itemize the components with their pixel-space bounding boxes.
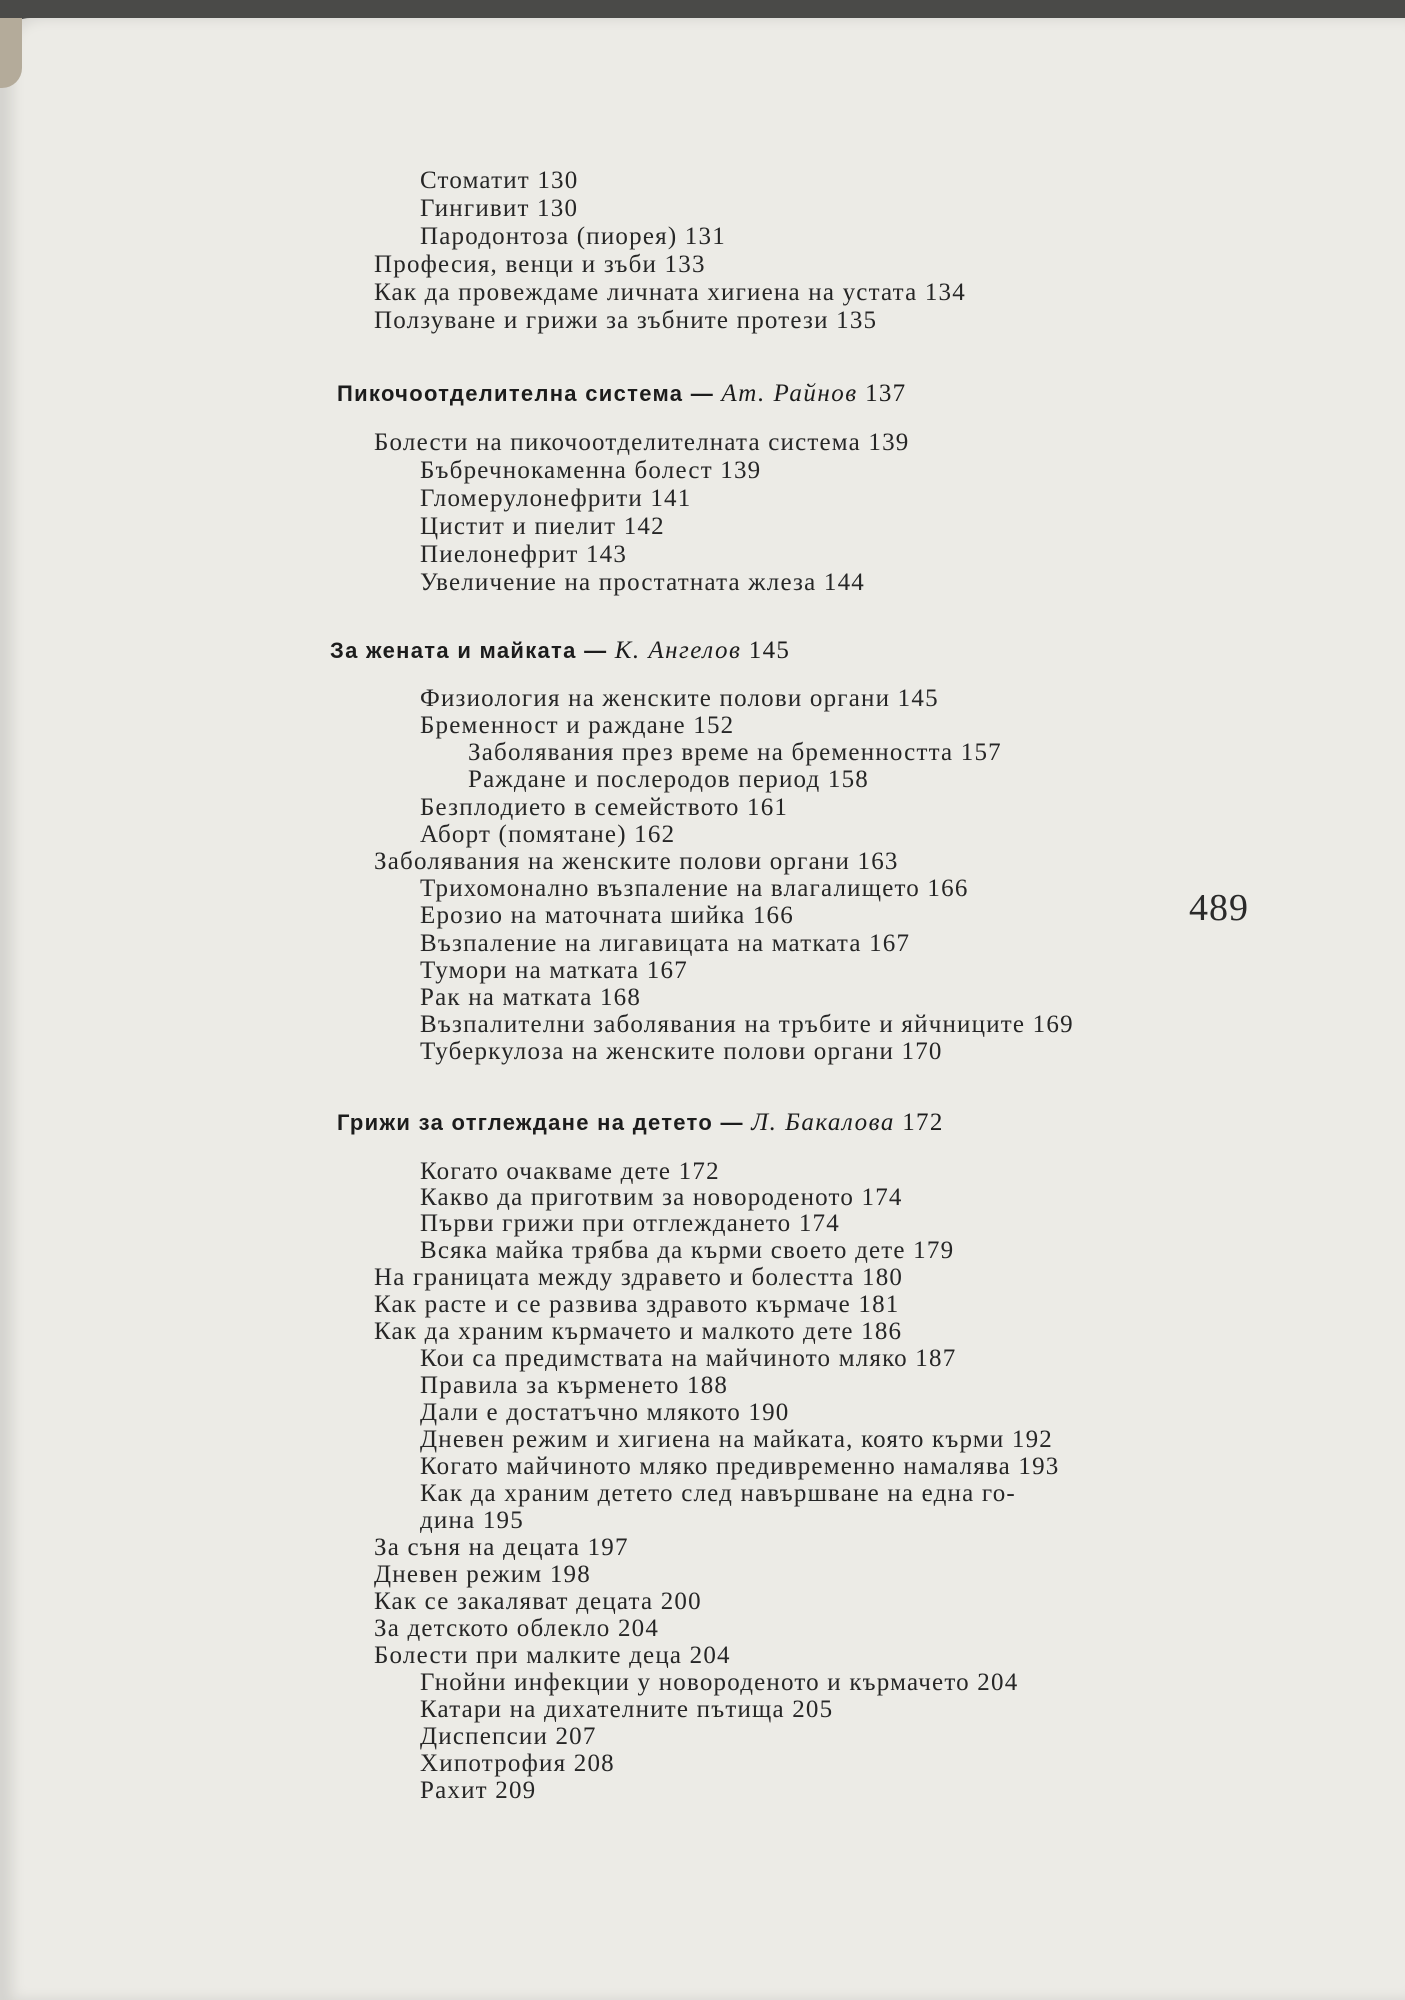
toc-entry: Безплодието в семейството 161 <box>420 794 789 821</box>
toc-entry: Болести на пикочоотделителната система 139 <box>374 429 910 456</box>
toc-entry: Дневен режим 198 <box>374 1561 591 1588</box>
toc-entry: Заболявания през време на бременността 157 <box>468 739 1002 766</box>
toc-entry: Гломерулонефрити 141 <box>420 485 692 512</box>
toc-entry: Катари на дихателните пътища 205 <box>420 1696 834 1723</box>
toc-entry: Болести при малките деца 204 <box>374 1642 731 1669</box>
toc-entry: Заболявания на женските полови органи 163 <box>374 848 899 875</box>
toc-entry: Какво да приготвим за новороденото 174 <box>420 1184 903 1211</box>
section-page: 145 <box>748 637 791 664</box>
toc-entry: Всяка майка трябва да кърми своето дете 179 <box>420 1237 955 1264</box>
section-author: Л. Бакалова <box>751 1109 895 1136</box>
toc-entry: Физиология на женските полови органи 145 <box>420 685 939 712</box>
toc-entry: Аборт (помятане) 162 <box>420 821 676 848</box>
section-author: Ат. Райнов <box>721 380 858 407</box>
toc-entry: Ерозио на маточната шийка 166 <box>420 902 794 929</box>
toc-entry: Гнойни инфекции у новороденото и кърмачето 204 <box>420 1669 1019 1696</box>
section-heading: За жената и майката — К. Ангелов 145 <box>330 637 791 664</box>
toc-entry: Как се закаляват децата 200 <box>374 1588 702 1615</box>
toc-entry: Пиелонефрит 143 <box>420 541 628 568</box>
toc-entry: Хипотрофия 208 <box>420 1750 615 1777</box>
section-title: За жената и майката <box>330 638 577 663</box>
toc-entry: Рак на матката 168 <box>420 984 642 1011</box>
section-page: 137 <box>865 380 907 407</box>
toc-entry: Правила за кърменето 188 <box>420 1372 729 1399</box>
toc-entry: Пародонтоза (пиорея) 131 <box>420 223 726 250</box>
toc-entry: Възпаление на лигавицата на матката 167 <box>420 930 911 957</box>
section-page: 172 <box>902 1109 944 1136</box>
toc-entry: дина 195 <box>420 1507 524 1534</box>
toc-entry: Стоматит 130 <box>420 167 579 194</box>
toc-entry: Когато майчиното мляко предивременно намалява 193 <box>420 1453 1060 1480</box>
toc-entry: Как да храним кърмачето и малкото дете 186 <box>374 1318 903 1345</box>
toc-entry: Раждане и послеродов период 158 <box>468 766 869 793</box>
toc-entry: Бъбречнокаменна болест 139 <box>420 457 762 484</box>
toc-entry: Туберкулоза на женските полови органи 170 <box>420 1038 943 1065</box>
toc-entry: Професия, венци и зъби 133 <box>374 251 706 278</box>
toc-entry: Дневен режим и хигиена на майката, която кърми 192 <box>420 1426 1053 1453</box>
toc-entry: Трихомонално възпаление на влагалището 166 <box>420 875 969 902</box>
toc-entry: Цистит и пиелит 142 <box>420 513 665 540</box>
section-title: Пикочоотделителна система <box>337 381 684 406</box>
toc-entry: Ползуване и грижи за зъбните протези 135 <box>374 307 878 334</box>
toc-entry: Как да провеждаме личната хигиена на устата 134 <box>374 279 966 306</box>
toc-entry: Дали е достатъчно млякото 190 <box>420 1399 790 1426</box>
toc-entry: Бременност и раждане 152 <box>420 712 735 739</box>
toc-entry: Тумори на матката 167 <box>420 957 688 984</box>
toc-entry: Как да храним детето след навършване на една го- <box>420 1480 1016 1507</box>
toc-entry: Рахит 209 <box>420 1777 537 1804</box>
toc-entry: На границата между здравето и болестта 180 <box>374 1264 904 1291</box>
toc-entry: Увеличение на простатната жлеза 144 <box>420 569 865 596</box>
toc-entry: Диспепсии 207 <box>420 1723 597 1750</box>
toc-entry: Възпалителни заболявания на тръбите и яйчниците 169 <box>420 1011 1074 1038</box>
toc-entry: Как расте и се развива здравото кърмаче 181 <box>374 1291 900 1318</box>
toc-entry: Когато очакваме дете 172 <box>420 1158 720 1185</box>
toc-entry: За съня на децата 197 <box>374 1534 629 1561</box>
page-number: 489 <box>1189 887 1249 929</box>
section-heading: Пикочоотделителна система — Ат. Райнов 137 <box>337 380 907 407</box>
toc-entry: Кои са предимствата на майчиното мляко 187 <box>420 1345 957 1372</box>
toc-entry: Гингивит 130 <box>420 195 579 222</box>
section-heading: Грижи за отглеждане на детето — Л. Бакалова 172 <box>337 1109 944 1136</box>
toc-entry: За детското облекло 204 <box>374 1615 660 1642</box>
toc-entry: Първи грижи при отглеждането 174 <box>420 1210 840 1237</box>
section-title: Грижи за отглеждане на детето <box>337 1110 714 1135</box>
section-author: К. Ангелов <box>614 637 742 664</box>
